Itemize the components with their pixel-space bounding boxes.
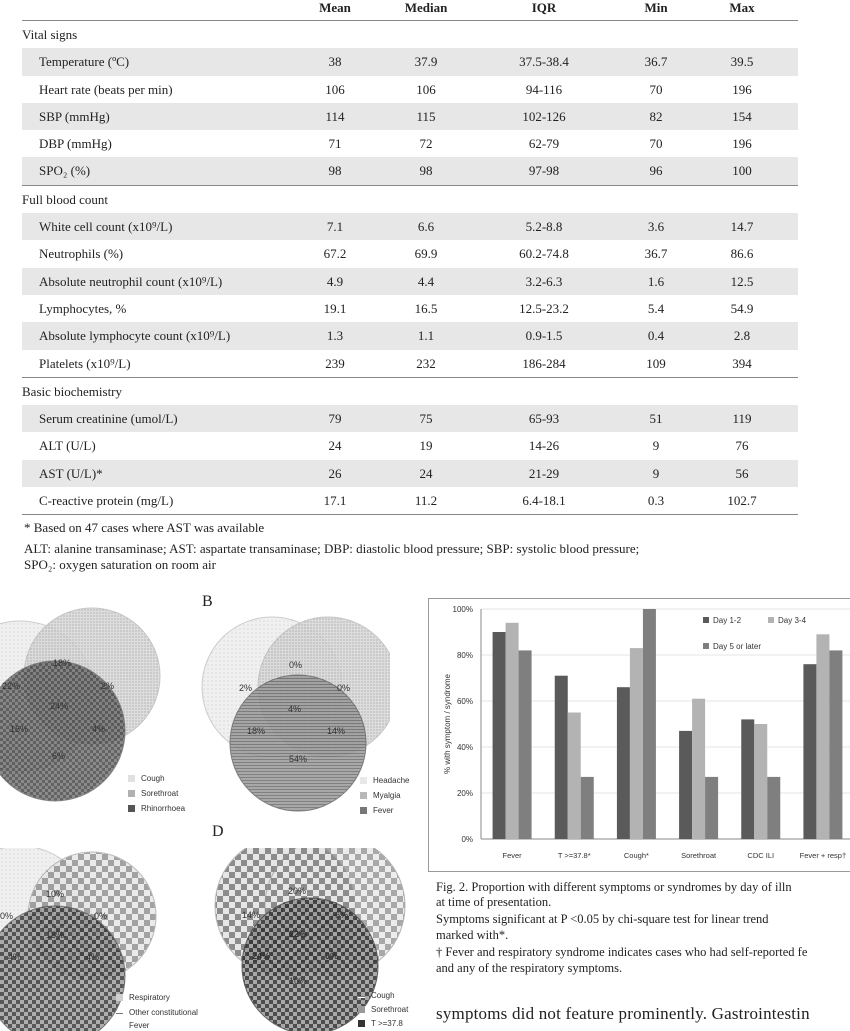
table-cell: 14.7 — [730, 219, 754, 235]
panel-d-label: D — [212, 823, 224, 840]
y-tick-label: 20% — [456, 789, 473, 798]
panel-b-label: B — [202, 593, 213, 610]
table-cell: 106 — [325, 81, 345, 97]
legend-swatch — [358, 996, 365, 998]
col-header-mean: Mean — [319, 0, 351, 15]
legend-swatch — [128, 790, 135, 797]
bar — [519, 650, 532, 839]
legend-swatch — [116, 994, 123, 1001]
table-cell: 96 — [649, 163, 663, 179]
venn-a-pct: 4% — [92, 724, 106, 734]
legend-swatch — [116, 1022, 123, 1029]
bar — [829, 650, 842, 839]
x-tick-label: Fever — [502, 851, 522, 860]
legend-swatch — [358, 1020, 365, 1027]
legend-swatch — [360, 777, 367, 784]
table-cell: 36.7 — [644, 54, 668, 70]
table-cell: 19 — [419, 438, 433, 454]
section-heading — [22, 377, 798, 405]
legend-cough-d: Cough — [358, 991, 395, 1000]
table-cell: 154 — [732, 108, 752, 124]
bar — [692, 699, 705, 839]
table-cell: 24 — [328, 438, 342, 454]
legend-swatch — [128, 805, 135, 812]
section-heading — [22, 21, 798, 48]
legend-rhinorrhoea: Rhinorrhoea — [128, 804, 185, 813]
table-cell: 16.5 — [414, 300, 438, 316]
table-cell: 102-126 — [522, 108, 566, 124]
row-label: SBP (mmHg) — [39, 108, 110, 124]
table-cell: 239 — [325, 355, 345, 371]
table-row — [22, 157, 798, 184]
row-label: C-reactive protein (mg/L) — [39, 493, 174, 509]
table-cell: 75 — [419, 411, 433, 427]
venn-d-pct: 20% — [288, 886, 307, 896]
table-cell: 79 — [328, 411, 342, 427]
venn-d-pct: 0% — [325, 951, 339, 961]
table-cell: 394 — [732, 355, 752, 371]
legend-sorethroat: Sorethroat — [128, 789, 178, 798]
table-cell: 102.7 — [727, 493, 757, 509]
venn-d-pct: 22% — [289, 929, 308, 939]
table-cell: 72 — [419, 136, 433, 152]
table-cell: 86.6 — [730, 246, 754, 262]
table-cell: 114 — [325, 108, 345, 124]
table-cell: 98 — [328, 163, 342, 179]
table-cell: 109 — [646, 355, 666, 371]
bar — [568, 713, 581, 840]
legend-swatch — [116, 1013, 123, 1015]
bar — [803, 664, 816, 839]
venn-b-circle-fever — [230, 675, 366, 811]
section-title: Vital signs — [22, 27, 78, 42]
table-row — [22, 268, 798, 295]
table-cell: 51 — [649, 411, 663, 427]
legend-cough: Cough — [128, 774, 165, 783]
legend-other-constitutional: Other constitutional — [116, 1008, 198, 1017]
table-body — [22, 21, 798, 515]
venn-a-pct: 18% — [53, 658, 72, 668]
table-cell: 37.5-38.4 — [519, 54, 569, 70]
figure-caption-line: Symptoms significant at P <0.05 by chi-square test for linear trend — [436, 912, 769, 926]
y-tick-label: 80% — [456, 651, 473, 660]
table-cell: 98 — [419, 163, 433, 179]
table-cell: 97-98 — [528, 163, 560, 179]
y-tick-label: 40% — [456, 743, 473, 752]
legend-respiratory: Respiratory — [116, 993, 170, 1002]
bar — [741, 719, 754, 839]
table-cell: 38 — [328, 54, 342, 70]
col-header-max: Max — [729, 0, 755, 15]
venn-d-pct: 24% — [252, 951, 271, 961]
table-row — [22, 76, 798, 103]
row-label: White cell count (x10⁹/L) — [39, 219, 173, 235]
table-cell: 69.9 — [414, 246, 438, 262]
table-cell: 82 — [649, 108, 663, 124]
venn-d-pct: 14% — [242, 910, 261, 920]
y-tick-label: 0% — [461, 835, 473, 844]
bar — [767, 777, 780, 839]
bar — [555, 676, 568, 839]
legend-label: Day 1-2 — [713, 616, 742, 625]
table-cell: 9 — [652, 465, 660, 481]
bar-chart-frame — [428, 598, 850, 872]
table-cell: 3.2-6.3 — [525, 273, 563, 289]
bar — [506, 623, 519, 839]
figure-caption-line: at time of presentation. — [436, 895, 552, 909]
table-cell: 115 — [416, 108, 436, 124]
section-heading — [22, 185, 798, 213]
table-row — [22, 130, 798, 157]
table-cell: 71 — [328, 136, 342, 152]
row-label: Heart rate (beats per min) — [39, 81, 173, 97]
venn-c-pct: 10% — [46, 889, 65, 899]
table-cell: 100 — [732, 163, 752, 179]
figure-caption-line: Fig. 2. Proportion with different symptoms or syndromes by day of illn — [436, 880, 792, 894]
x-tick-label: T >=37.8* — [557, 851, 591, 860]
table-cell: 19.1 — [323, 300, 347, 316]
table-row — [22, 213, 798, 240]
legend-myalgia: Myalgia — [360, 791, 401, 800]
venn-a-diagram — [0, 606, 200, 806]
y-tick-label: 100% — [452, 605, 473, 614]
bar — [754, 724, 767, 839]
legend-fever: Fever — [360, 806, 393, 815]
table-cell: 14-26 — [528, 438, 560, 454]
venn-c-pct: 4% — [8, 952, 22, 962]
table-cell: 1.1 — [417, 328, 435, 344]
table-row — [22, 405, 798, 432]
table-cell: 186-284 — [522, 355, 566, 371]
legend-swatch — [768, 617, 774, 623]
table-cell: 106 — [416, 81, 436, 97]
col-header-min: Min — [644, 0, 668, 15]
row-label: Neutrophils (%) — [39, 246, 124, 262]
data-table — [22, 0, 798, 515]
venn-c-pct: 0% — [0, 911, 14, 921]
x-tick-label: Cough* — [623, 851, 649, 860]
legend-swatch — [703, 617, 709, 623]
venn-c-pct: 0% — [94, 911, 108, 921]
table-row — [22, 103, 798, 130]
table-cell: 11.2 — [414, 493, 438, 509]
legend-swatch — [703, 643, 709, 649]
legend-swatch — [128, 775, 135, 782]
bar — [581, 777, 594, 839]
table-cell: 24 — [419, 465, 433, 481]
col-header-median: Median — [404, 0, 448, 15]
table-cell: 5.4 — [647, 300, 665, 316]
table-row — [22, 460, 798, 487]
row-label: ALT (U/L) — [39, 438, 96, 454]
table-cell: 5.2-8.8 — [525, 219, 563, 235]
table-row — [22, 350, 798, 377]
footnote-ast: * Based on 47 cases where AST was available — [24, 520, 265, 535]
figure-caption-line: and any of the respiratory symptoms. — [436, 961, 623, 975]
venn-c-pct: 4% — [86, 952, 100, 962]
venn-c-pct: 18% — [46, 930, 65, 940]
table-cell: 62-79 — [528, 136, 560, 152]
venn-b-pct: 54% — [289, 754, 308, 764]
col-header-iqr: IQR — [531, 0, 557, 15]
table-row — [22, 322, 798, 349]
table-cell: 56 — [735, 465, 749, 481]
row-label: SPO₂ (%) — [39, 163, 91, 179]
table-cell: 9 — [652, 438, 660, 454]
table-cell: 36.7 — [644, 246, 668, 262]
figure-caption-line: marked with*. — [436, 928, 509, 942]
table-cell: 65-93 — [528, 411, 560, 427]
venn-d-pct: 10% — [289, 976, 308, 986]
table-row — [22, 487, 798, 515]
bar-chart — [429, 599, 850, 871]
venn-a-pct: 24% — [50, 701, 69, 711]
venn-b-pct: 0% — [337, 683, 351, 693]
row-label: AST (U/L)* — [39, 465, 103, 481]
bar — [617, 687, 630, 839]
row-label: Absolute lymphocyte count (x10⁹/L) — [39, 328, 231, 344]
table-cell: 0.4 — [647, 328, 665, 344]
table-cell: 70 — [649, 136, 663, 152]
table-cell: 4.4 — [417, 273, 435, 289]
legend-fever-c: Fever — [116, 1021, 149, 1030]
table-cell: 0.3 — [647, 493, 665, 509]
row-label: Temperature (ºC) — [39, 54, 130, 70]
legend-headache: Headache — [360, 776, 409, 785]
legend-sorethroat-d: Sorethroat — [358, 1005, 408, 1014]
venn-a-pct: 2% — [101, 681, 115, 691]
bar — [816, 634, 829, 839]
legend-label: Day 3-4 — [778, 616, 807, 625]
row-label: Absolute neutrophil count (x10⁹/L) — [39, 273, 223, 289]
x-tick-label: CDC ILI — [747, 851, 775, 860]
table-row — [22, 240, 798, 267]
bar — [705, 777, 718, 839]
table-cell: 4.9 — [326, 273, 344, 289]
venn-b-pct: 0% — [289, 660, 303, 670]
venn-c-diagram — [0, 848, 200, 1031]
table-cell: 60.2-74.8 — [519, 246, 569, 262]
table-cell: 26 — [328, 465, 342, 481]
venn-a-pct: 6% — [52, 751, 66, 761]
y-axis-label: % with symptom / syndrome — [443, 673, 452, 775]
row-label: Serum creatinine (umol/L) — [39, 411, 178, 427]
table-cell: 196 — [732, 81, 752, 97]
table-cell: 76 — [735, 438, 749, 454]
venn-d-diagram — [205, 848, 430, 1031]
legend-label: Day 5 or later — [713, 642, 762, 651]
x-tick-label: Sorethroat — [681, 851, 717, 860]
figure-caption-line: † Fever and respiratory syndrome indicates cases who had self-reported fe — [436, 945, 808, 959]
table-cell: 37.9 — [414, 54, 438, 70]
table-header — [22, 0, 798, 21]
table-row — [22, 48, 798, 75]
y-tick-label: 60% — [456, 697, 473, 706]
table-cell: 3.6 — [647, 219, 665, 235]
table-cell: 232 — [416, 355, 436, 371]
legend-swatch — [360, 807, 367, 814]
row-label: Platelets (x10⁹/L) — [39, 355, 131, 371]
table-cell: 2.8 — [733, 328, 751, 344]
venn-d-pct: 6% — [335, 910, 349, 920]
section-title: Full blood count — [22, 191, 108, 207]
table-row — [22, 295, 798, 322]
table-cell: 6.6 — [417, 219, 435, 235]
table-cell: 70 — [649, 81, 663, 97]
bar — [679, 731, 692, 839]
footnote-abbrev: ALT: alanine transaminase; AST: aspartate transaminase; DBP: diastolic blood pressure; SBP: systolic blood pressure; — [24, 541, 640, 556]
bar — [643, 609, 656, 839]
table-cell: 0.9-1.5 — [525, 328, 563, 344]
table-cell: 1.3 — [326, 328, 344, 344]
bar — [630, 648, 643, 839]
venn-b-diagram — [190, 615, 390, 815]
section-title: Basic biochemistry — [22, 383, 123, 399]
venn-b-pct: 4% — [288, 704, 302, 714]
x-tick-label: Fever + resp† — [799, 851, 847, 860]
table-cell: 12.5-23.2 — [519, 300, 569, 316]
footnote-spo2: SPO₂: oxygen saturation on room air — [24, 557, 216, 572]
venn-b-pct: 14% — [327, 726, 346, 736]
table-cell: 94-116 — [525, 81, 563, 97]
venn-b-pct: 18% — [247, 726, 266, 736]
body-text-line: symptoms did not feature prominently. Gastrointestin — [436, 1004, 810, 1023]
table-cell: 6.4-18.1 — [522, 493, 566, 509]
table-cell: 54.9 — [730, 300, 754, 316]
table-cell: 1.6 — [647, 273, 665, 289]
bar — [493, 632, 506, 839]
table-cell: 196 — [732, 136, 752, 152]
venn-a-pct: 22% — [2, 681, 21, 691]
table-cell: 7.1 — [326, 219, 344, 235]
row-label: DBP (mmHg) — [39, 136, 112, 152]
table-cell: 119 — [732, 411, 752, 427]
venn-b-pct: 2% — [239, 683, 253, 693]
legend-swatch — [358, 1006, 365, 1013]
table-cell: 39.5 — [730, 54, 754, 70]
table-row — [22, 432, 798, 459]
table-cell: 12.5 — [730, 273, 754, 289]
table-cell: 17.1 — [323, 493, 347, 509]
table-cell: 67.2 — [323, 246, 347, 262]
row-label: Lymphocytes, % — [39, 300, 127, 316]
venn-a-pct: 16% — [10, 724, 29, 734]
legend-temperature-d: T >=37.8 — [358, 1019, 403, 1028]
table-cell: 21-29 — [528, 465, 560, 481]
legend-swatch — [360, 792, 367, 799]
